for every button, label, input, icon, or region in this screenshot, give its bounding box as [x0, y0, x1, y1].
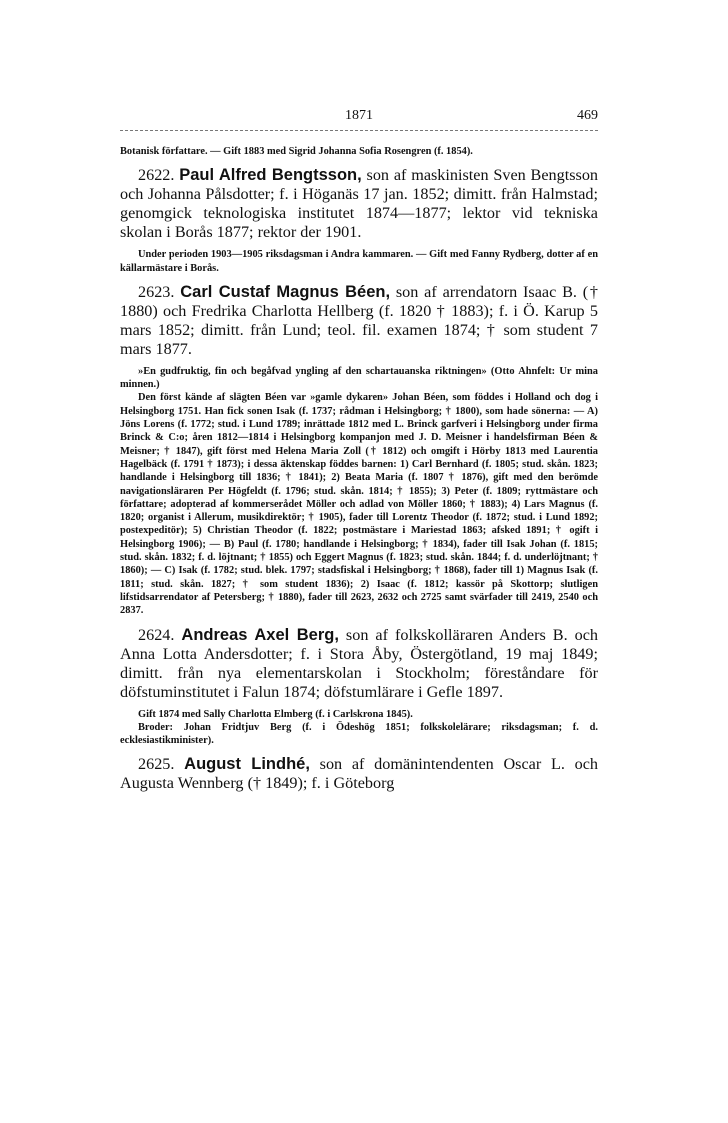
entry-2624	[120, 626, 598, 702]
entry-name: August Lindhé,	[184, 755, 310, 774]
header-rule	[120, 130, 598, 131]
entry-2622-note: Under perioden 1903—1905 riksdagsman i Andra kammaren. — Gift med Fanny Rydberg, dotter af en källarmästare i Borås.	[120, 249, 598, 274]
entry-name: Paul Alfred Bengtsson,	[179, 166, 362, 185]
entry-2623-quote: »En gudfruktig, fin och begåfvad yngling af den schartauanska riktningen» (Otto Ahnfelt: Ur mina minnen.)	[120, 365, 598, 391]
entry-number: 2625.	[138, 755, 175, 774]
entry-number: 2622.	[138, 166, 175, 185]
entry-number: 2624.	[138, 625, 175, 644]
entry-name: Andreas Axel Berg,	[181, 625, 339, 644]
entry-text: son af arrendatorn Isaac B. († 1880) och Fredrika Charlotta Hellberg (f. 1820 † 1883); f. i Ö. Karup 5 mars 1852; dimitt. från Lund; teol. fil. examen 1874; † som student 7 mars 1877.	[120, 282, 599, 358]
entry-text: son af domänintendenten Oscar L. och Augusta Wennberg († 1849); f. i Göteborg	[120, 755, 599, 793]
entry-continuation-note: Botanisk författare. — Gift 1883 med Sigrid Johanna Sofia Rosengren (f. 1854).	[120, 146, 473, 157]
entry-2624-marriage: Gift 1874 med Sally Charlotta Elmberg (f. i Carlskrona 1845).	[138, 708, 413, 720]
page-body	[120, 145, 598, 793]
entry-2623-genealogy: Den först kände af slägten Béen var »gamle dykaren» Johan Béen, som föddes i Holland och dog i Helsingborg 1751. Han fick sonen Isak (f. 1737; rådman i Helsingborg; † 1800), som hade sönerna: — A) Jöns Lorens (f. 1772; stud. i Lund 1789; inrättade 1812 med L. Brinck garfveri i Helsingborg under firma Brinck & C:o; åren 1812—1814 i Helsingborg kompanjon med J. D. Meisner i handelsfirman Béen & Meisner; † 1847), gift först med Helena Maria Zoll († 1812) och omgift i Hörby 1813 med Laurentia Hagelbäck (f. 1791 † 1873); i dessa äktenskap föddes barnen: 1) Carl Bernhard (f. 1805; stud. skån. 1823; handlande i Helsingborg till 1836; † 1841); 2) Beata Maria (f. 1807 † 1876), gift med den berömde navigationsläraren Per Högfeldt (f. 1796; stud. skån. 1814; † 1855); 3) Peter (f. 1809; ryttmästare och författare; adopterad af kommerserådet Möller och adlad von Möller 1860; † 1883); 4) Lars Magnus (f. 1820; organist i Allerum, musikdirektör; † 1905), fader till Lorentz Theodor (f. 1872; stud. i Lund 1892; postexpeditör); 5) Christian Theodor (f. 1822; postmästare i Mariestad 1863; afsked 1891; † ogift i Helsingborg 1906); — B) Paul (f. 1780; handlande i Helsingborg; † 1834), fader till Isak Johan (f. 1815; stud. skån. 1832; f. d. löjtnant; † 1855) och Eggert Magnus (f. 1823; stud. skån. 1844; f. d. underlöjtnant; † 1860); — C) Isak (f. 1782; stud. blek. 1797; stadsfiskal i Helsingborg; † 1868), fader till 1) Magnus Isak (f. 1811; stud. skån. 1827; † som student 1836); 2) Isaac (f. 1812; kassör på Skottorp; slutligen lifstidsarrendator af Petersberg; † 1880), fader till 2623, 2632 och 2725 samt svärfader till 2419, 2540 och 2837.	[120, 392, 598, 617]
entry-2623	[120, 283, 598, 359]
entry-2624-brother: Broder: Johan Fridtjuv Berg (f. i Ödeshög 1851; folkskolelärare; riksdagsman; f. d. ecklesiastikminister).	[120, 721, 598, 747]
entry-name: Carl Custaf Magnus Béen,	[180, 282, 391, 301]
page-header	[120, 106, 598, 130]
entry-number: 2623.	[138, 282, 175, 301]
page-number: 469	[577, 108, 598, 123]
entry-2625	[120, 755, 598, 793]
running-year: 1871	[345, 108, 373, 123]
entry-text: son af folkskolläraren Anders B. och Anna Lotta Andersdotter; f. i Stora Åby, Östergötland, 19 maj 1849; dimitt. från nya elementarskolan i Stockholm; föreståndare för döfstuminstitutet i Falun 1874; döfstumlärare i Gefle 1897.	[120, 625, 599, 701]
entry-2622	[120, 166, 598, 242]
entry-text: son af maskinisten Sven Bengtsson och Johanna Pålsdotter; f. i Höganäs 17 jan. 1852; dimitt. från Halmstad; genomgick teknologiska institutet 1874—1877; lektor vid tekniska skolan i Borås 1877; rektor der 1901.	[120, 166, 599, 242]
